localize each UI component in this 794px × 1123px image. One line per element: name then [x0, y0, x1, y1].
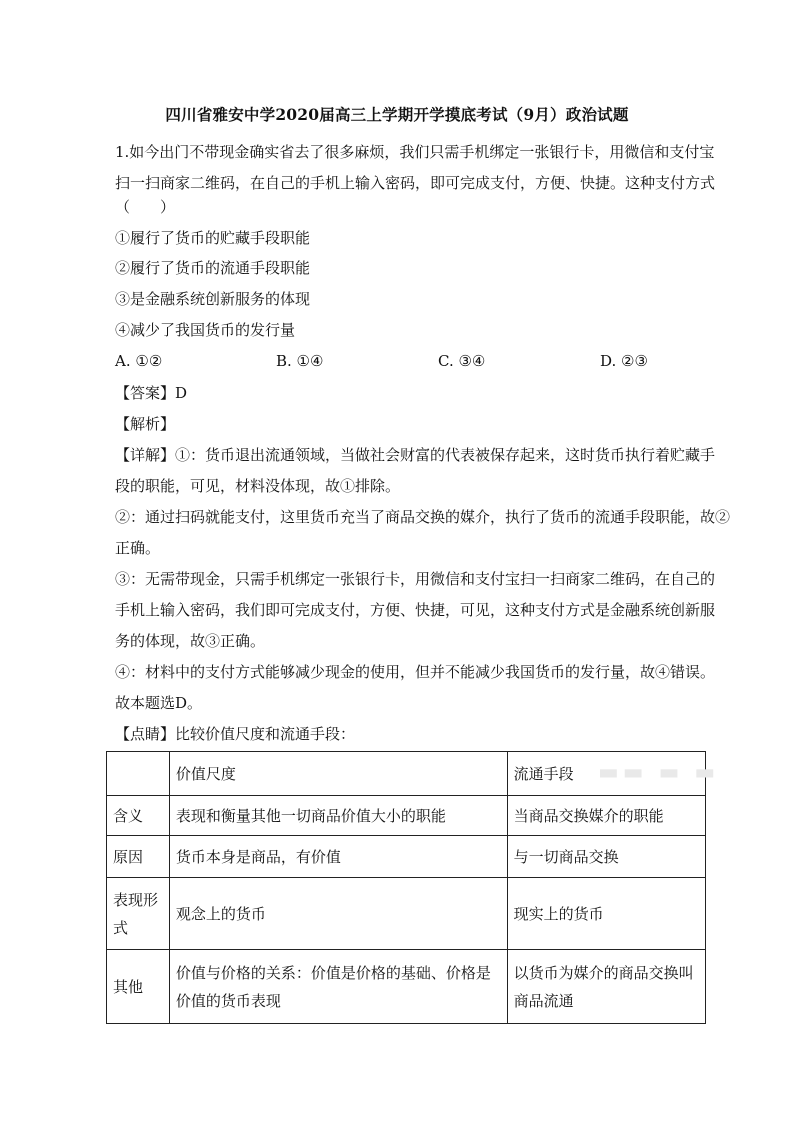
table-header-cell: 价值尺度 [169, 752, 507, 796]
table-cell: 货币本身是商品，有价值 [169, 836, 507, 878]
document-title: 四川省雅安中学2020届高三上学期开学摸底考试（9月）政治试题 [165, 105, 629, 124]
table-header-cell: 流通手段 [507, 752, 705, 796]
analysis-heading: 【解析】 [115, 415, 176, 433]
analysis-line-3: ②：通过扫码就能支付，这里货币充当了商品交换的媒介，执行了货币的流通手段职能，故② [115, 508, 731, 526]
option-d: D. ②③ [600, 352, 648, 370]
option-a: A. ①② [115, 352, 163, 370]
watermark-mark: ▬▬ ▬ ▬ [598, 760, 720, 785]
table-cell: 价值与价格的关系：价值是价格的基础、价格是价值的货币表现 [169, 950, 507, 1024]
table-cell: 以货币为媒介的商品交换叫商品流通 [507, 950, 705, 1024]
question-line-2: 扫一扫商家二维码，在自己的手机上输入密码，即可完成支付，方便、快捷。这种支付方式 [115, 174, 716, 192]
table-row-label: 原因 [107, 836, 170, 878]
analysis-line-2: 段的职能，可见，材料没体现，故①排除。 [115, 477, 401, 495]
table-row-label: 其他 [107, 950, 170, 1024]
table-row [107, 836, 706, 878]
table-header-cell [107, 752, 170, 796]
table-cell: 当商品交换媒介的职能 [507, 796, 705, 836]
table-cell: 现实上的货币 [507, 878, 705, 950]
statement-4: ④减少了我国货币的发行量 [115, 321, 296, 339]
table-row [107, 950, 706, 1024]
statement-1: ①履行了货币的贮藏手段职能 [115, 229, 311, 247]
question-line-3: （ ） [115, 198, 176, 216]
table-cell: 表现和衡量其他一切商品价值大小的职能 [169, 796, 507, 836]
analysis-line-7: 务的体现，故③正确。 [115, 632, 266, 650]
table-row [107, 796, 706, 836]
table-cell: 观念上的货币 [169, 878, 507, 950]
statement-3: ③是金融系统创新服务的体现 [115, 290, 311, 308]
analysis-line-5: ③：无需带现金，只需手机绑定一张银行卡，用微信和支付宝扫一扫商家二维码，在自己的 [115, 570, 716, 588]
analysis-line-8: ④：材料中的支付方式能够减少现金的使用，但并不能减少我国货币的发行量，故④错误。 [115, 663, 716, 681]
table-cell: 与一切商品交换 [507, 836, 705, 878]
question-line-1: 1.如今出门不带现金确实省去了很多麻烦，我们只需手机绑定一张银行卡，用微信和支付宝 [115, 143, 715, 161]
analysis-line-6: 手机上输入密码，我们即可完成支付，方便、快捷，可见，这种支付方式是金融系统创新服 [115, 601, 716, 619]
answer: 【答案】D [115, 384, 188, 402]
analysis-line-4: 正确。 [115, 539, 161, 557]
table-row [107, 878, 706, 950]
analysis-line-1: 【详解】①：货币退出流通领域，当做社会财富的代表被保存起来，这时货币执行着贮藏手 [115, 446, 716, 464]
tip-heading: 【点睛】比较价值尺度和流通手段： [115, 725, 356, 743]
option-b: B. ①④ [276, 352, 324, 370]
statement-2: ②履行了货币的流通手段职能 [115, 259, 311, 277]
table-row-label: 含义 [107, 796, 170, 836]
option-c: C. ③④ [438, 352, 486, 370]
table-row-label: 表现形式 [107, 878, 170, 950]
analysis-line-9: 故本题选D。 [115, 694, 203, 712]
comparison-table [106, 751, 706, 1024]
